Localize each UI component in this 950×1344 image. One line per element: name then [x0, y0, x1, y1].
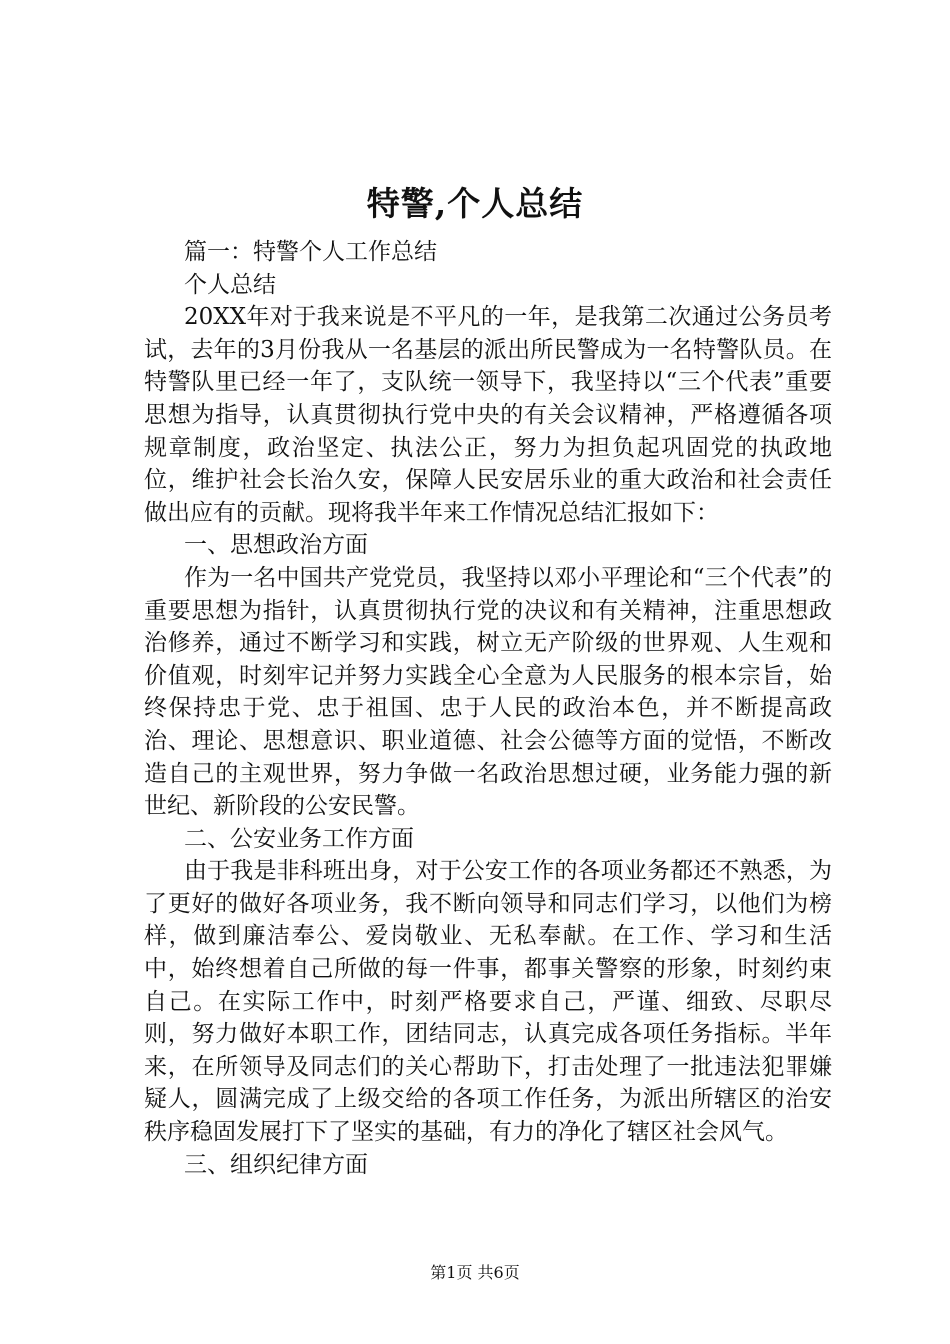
subheading-personal-summary: 个人总结 — [184, 271, 276, 298]
paragraph-political-thought: 作为一名中国共产党党员，我坚持以邓小平理论和“三个代表”的重要思想为指针，认真贯彻执行党的决议和有关精神，注重思想政治修养，通过不断学习和实践，树立无产阶级的世界观、人生观和价值观，时刻牢记并努力实践全心全意为人民服务的根本宗旨，始终保持忠于党、忠于祖国、忠于人民的政治本色，并不断提高政治、理论、思想意识、职业道德、社会公德等方面的觉悟，不断改造自己的主观世界，努力争做一名政治思想过硬，业务能力强的新世纪、新阶段的公安民警。 — [144, 564, 832, 820]
heading-police-work: 二、公安业务工作方面 — [184, 825, 414, 852]
section-heading-part-one: 篇一：特警个人工作总结 — [184, 239, 437, 265]
paragraph-introduction: 20XX年对于我来说是不平凡的一年，是我第二次通过公务员考试，去年的3月份我从一名基层的派出所民警成为一名特警队员。在特警队里已经一年了，支队统一领导下，我坚持以“三个代表”重要思想为指导，认真贯彻执行党中央的有关会议精神，严格遵循各项规章制度，政治坚定、执法公正，努力为担负起巩固党的执政地位，维护社会长治久安，保障人民安居乐业的重大政治和社会责任做出应有的贡献。现将我半年来工作情况总结汇报如下： — [144, 304, 832, 526]
document-title: 特警,个人总结 — [366, 184, 584, 223]
page-number-footer: 第1页 共6页 — [430, 1263, 520, 1282]
heading-discipline: 三、组织纪律方面 — [184, 1151, 368, 1178]
document-body — [144, 236, 832, 1181]
paragraph-police-work: 由于我是非科班出身，对于公安工作的各项业务都还不熟悉，为了更好的做好各项业务，我不断向领导和同志们学习，以他们为榜样，做到廉洁奉公、爱岗敬业、无私奉献。在工作、学习和生活中，始终想着自己所做的每一件事，都事关警察的形象，时刻约束自己。在实际工作中，时刻严格要求自己，严谨、细致、尽职尽则，努力做好本职工作，团结同志，认真完成各项任务指标。半年来，在所领导及同志们的关心帮助下，打击处理了一批违法犯罪嫌疑人，圆满完成了上级交给的各项工作任务，为派出所辖区的治安秩序稳固发展打下了坚实的基础，有力的净化了辖区社会风气。 — [144, 858, 832, 1146]
heading-political-thought: 一、思想政治方面 — [184, 532, 368, 559]
